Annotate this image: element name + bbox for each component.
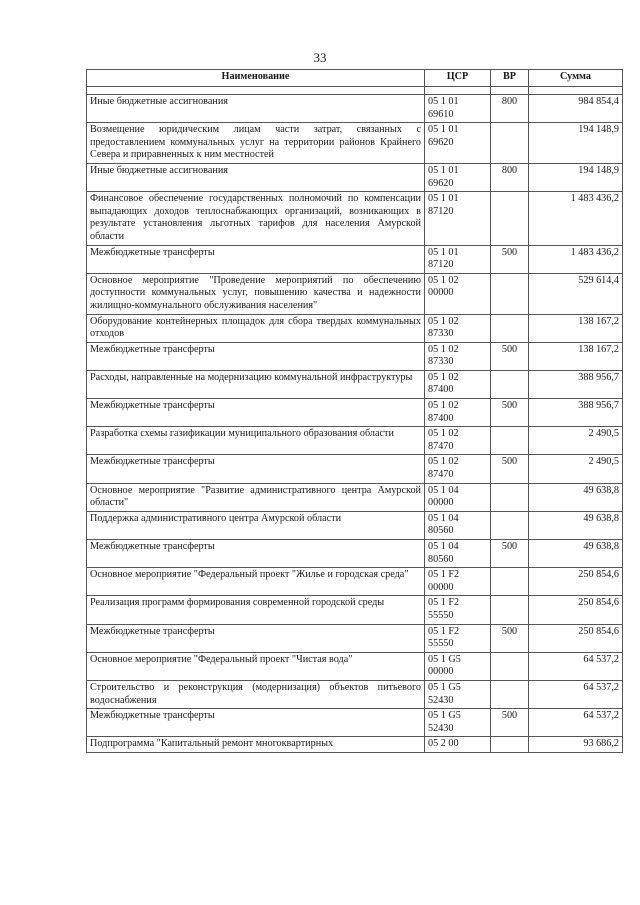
- csr-cell: 05 1 G5 00000: [425, 652, 491, 680]
- csr-cell: 05 1 04 80560: [425, 540, 491, 568]
- sum-cell: 138 167,2: [529, 314, 623, 342]
- vr-cell: 500: [491, 624, 529, 652]
- vr-cell: [491, 737, 529, 753]
- name-cell: Иные бюджетные ассигнования: [87, 163, 425, 191]
- table-row: [87, 680, 623, 708]
- sum-cell: 64 537,2: [529, 680, 623, 708]
- spacer-cell: [87, 87, 425, 95]
- vr-cell: [491, 483, 529, 511]
- table-row: [87, 624, 623, 652]
- name-cell: Основное мероприятие "Проведение мероприятий по обеспечению доступности коммунальных услуг, повышению качества и надежности жилищно-коммунального обслуживания населения": [87, 273, 425, 314]
- spacer-cell: [529, 87, 623, 95]
- page-number: 33: [313, 50, 327, 65]
- sum-cell: 250 854,6: [529, 568, 623, 596]
- table-row: [87, 427, 623, 455]
- name-cell: Финансовое обеспечение государственных полномочий по компенсации выпадающих доходов теплоснабжающих организаций, возникающих в результате установления льготных тарифов для населения Амурской области: [87, 192, 425, 245]
- csr-cell: 05 1 01 69620: [425, 163, 491, 191]
- sum-cell: 1 483 436,2: [529, 245, 623, 273]
- table-row: [87, 483, 623, 511]
- table-row: [87, 245, 623, 273]
- sum-cell: 93 686,2: [529, 737, 623, 753]
- csr-cell: 05 1 02 87330: [425, 342, 491, 370]
- csr-cell: 05 2 00: [425, 737, 491, 753]
- csr-cell: 05 1 02 87400: [425, 370, 491, 398]
- vr-cell: [491, 273, 529, 314]
- name-cell: Межбюджетные трансферты: [87, 709, 425, 737]
- column-header-name: Наименование: [87, 70, 425, 87]
- name-cell: Разработка схемы газификации муниципального образования области: [87, 427, 425, 455]
- table-row: [87, 273, 623, 314]
- spacer-cell: [425, 87, 491, 95]
- name-cell: Строительство и реконструкция (модернизация) объектов питьевого водоснабжения: [87, 680, 425, 708]
- sum-cell: 529 614,4: [529, 273, 623, 314]
- vr-cell: 500: [491, 540, 529, 568]
- vr-cell: 800: [491, 95, 529, 123]
- table-row: [87, 511, 623, 539]
- table-row: [87, 737, 623, 753]
- csr-cell: 05 1 04 80560: [425, 511, 491, 539]
- csr-cell: 05 1 G5 52430: [425, 709, 491, 737]
- name-cell: Межбюджетные трансферты: [87, 455, 425, 483]
- table-row: [87, 163, 623, 191]
- name-cell: Основное мероприятие "Федеральный проект "Жилье и городская среда": [87, 568, 425, 596]
- name-cell: Подпрограмма "Капитальный ремонт многоквартирных: [87, 737, 425, 753]
- name-cell: Поддержка административного центра Амурской области: [87, 511, 425, 539]
- sum-cell: 64 537,2: [529, 709, 623, 737]
- sum-cell: 64 537,2: [529, 652, 623, 680]
- table-header: [87, 70, 623, 87]
- table-row: [87, 399, 623, 427]
- table-row: [87, 568, 623, 596]
- sum-cell: 2 490,5: [529, 427, 623, 455]
- name-cell: Межбюджетные трансферты: [87, 624, 425, 652]
- vr-cell: [491, 370, 529, 398]
- table-row: [87, 596, 623, 624]
- csr-cell: 05 1 02 87470: [425, 427, 491, 455]
- vr-cell: 800: [491, 163, 529, 191]
- sum-cell: 1 483 436,2: [529, 192, 623, 245]
- csr-cell: 05 1 04 00000: [425, 483, 491, 511]
- csr-cell: 05 1 F2 55550: [425, 596, 491, 624]
- table-row: [87, 314, 623, 342]
- name-cell: Реализация программ формирования современной городской среды: [87, 596, 425, 624]
- name-cell: Основное мероприятие "Федеральный проект "Чистая вода": [87, 652, 425, 680]
- table-body: [87, 87, 623, 753]
- header-row: [87, 70, 623, 87]
- csr-cell: 05 1 02 87330: [425, 314, 491, 342]
- table-row: [87, 370, 623, 398]
- sum-cell: 194 148,9: [529, 163, 623, 191]
- csr-cell: 05 1 02 87470: [425, 455, 491, 483]
- name-cell: Межбюджетные трансферты: [87, 245, 425, 273]
- vr-cell: [491, 680, 529, 708]
- table-row: [87, 540, 623, 568]
- sum-cell: 388 956,7: [529, 370, 623, 398]
- vr-cell: 500: [491, 709, 529, 737]
- sum-cell: 194 148,9: [529, 123, 623, 164]
- vr-cell: [491, 314, 529, 342]
- sum-cell: 49 638,8: [529, 511, 623, 539]
- table-row: [87, 95, 623, 123]
- vr-cell: [491, 192, 529, 245]
- column-header-sum: Сумма: [529, 70, 623, 87]
- csr-cell: 05 1 01 69620: [425, 123, 491, 164]
- vr-cell: [491, 568, 529, 596]
- name-cell: Межбюджетные трансферты: [87, 540, 425, 568]
- spacer-row: [87, 87, 623, 95]
- vr-cell: 500: [491, 245, 529, 273]
- vr-cell: [491, 427, 529, 455]
- csr-cell: 05 1 G5 52430: [425, 680, 491, 708]
- name-cell: Межбюджетные трансферты: [87, 399, 425, 427]
- vr-cell: [491, 652, 529, 680]
- sum-cell: 2 490,5: [529, 455, 623, 483]
- name-cell: Оборудование контейнерных площадок для сбора твердых коммунальных отходов: [87, 314, 425, 342]
- sum-cell: 49 638,8: [529, 540, 623, 568]
- csr-cell: 05 1 02 87400: [425, 399, 491, 427]
- sum-cell: 49 638,8: [529, 483, 623, 511]
- csr-cell: 05 1 F2 55550: [425, 624, 491, 652]
- vr-cell: [491, 511, 529, 539]
- vr-cell: 500: [491, 455, 529, 483]
- table-row: [87, 342, 623, 370]
- csr-cell: 05 1 01 69610: [425, 95, 491, 123]
- vr-cell: [491, 123, 529, 164]
- budget-table: [86, 69, 623, 753]
- sum-cell: 250 854,6: [529, 624, 623, 652]
- table-row: [87, 123, 623, 164]
- name-cell: Возмещение юридическим лицам части затрат, связанных с предоставлением коммунальных услуг на территории районов Крайнего Севера и приравненных к ним местностей: [87, 123, 425, 164]
- table-row: [87, 652, 623, 680]
- column-header-vr: ВР: [491, 70, 529, 87]
- spacer-cell: [491, 87, 529, 95]
- vr-cell: 500: [491, 342, 529, 370]
- name-cell: Расходы, направленные на модернизацию коммунальной инфраструктуры: [87, 370, 425, 398]
- csr-cell: 05 1 F2 00000: [425, 568, 491, 596]
- sum-cell: 388 956,7: [529, 399, 623, 427]
- name-cell: Основное мероприятие "Развитие административного центра Амурской области": [87, 483, 425, 511]
- csr-cell: 05 1 01 87120: [425, 245, 491, 273]
- sum-cell: 250 854,6: [529, 596, 623, 624]
- sum-cell: 984 854,4: [529, 95, 623, 123]
- table-row: [87, 192, 623, 245]
- table-row: [87, 709, 623, 737]
- name-cell: Межбюджетные трансферты: [87, 342, 425, 370]
- vr-cell: [491, 596, 529, 624]
- csr-cell: 05 1 02 00000: [425, 273, 491, 314]
- table-row: [87, 455, 623, 483]
- name-cell: Иные бюджетные ассигнования: [87, 95, 425, 123]
- column-header-csr: ЦСР: [425, 70, 491, 87]
- sum-cell: 138 167,2: [529, 342, 623, 370]
- vr-cell: 500: [491, 399, 529, 427]
- csr-cell: 05 1 01 87120: [425, 192, 491, 245]
